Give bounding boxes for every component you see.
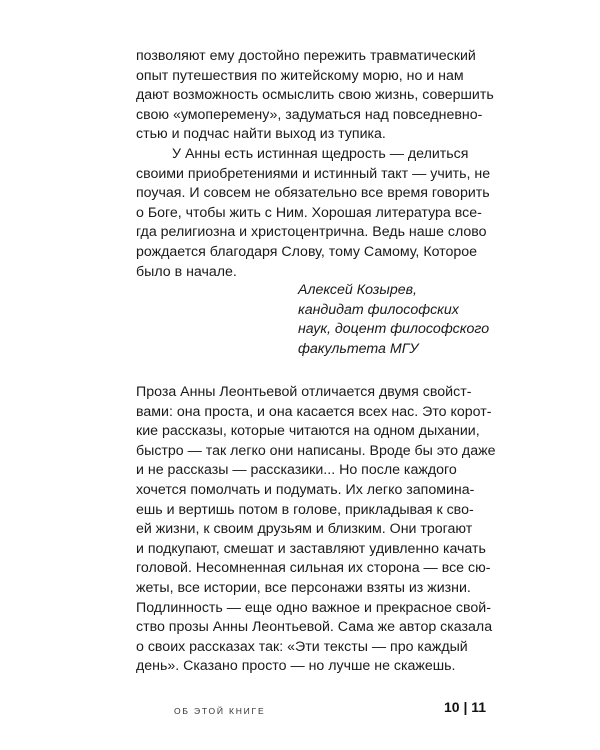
signature-title: кандидат философских — [298, 301, 459, 318]
text-line: о Боге, чтобы жить с Ним. Хорошая литература все- — [136, 204, 482, 221]
text-line: и не рассказы — рассказики... Но после каждого — [136, 462, 457, 479]
review-signature — [298, 281, 498, 359]
signature-title: факультета МГУ — [298, 340, 419, 357]
text-block-second-review — [136, 383, 496, 677]
text-line: позволяют ему достойно пережить травматический — [136, 48, 476, 64]
text-block-closing-review — [136, 47, 494, 282]
text-line: о своих рассказах так: «Эти тексты — про каждый — [136, 638, 468, 655]
text-line: ешь и вертишь потом в голове, прикладывая к сво- — [136, 501, 474, 518]
text-line: ство прозы Анны Леонтьевой. Сама же автор сказала — [136, 619, 493, 636]
text-line: своими приобретениями и истинный такт — учить, не — [136, 165, 491, 182]
signature-title: наук, доцент философского — [298, 321, 490, 338]
text-line: дают возможность осмыслить свою жизнь, совершить — [136, 87, 494, 104]
text-line: Подлинность — еще одно важное и прекрасное свой- — [136, 599, 491, 616]
text-line: стью и подчас найти выход из тупика. — [136, 126, 386, 143]
text-line: ей жизни, к своим друзьям и близким. Они трогают — [136, 521, 473, 538]
text-line: было в начале. — [136, 263, 237, 280]
running-footer-section-title: ОБ ЭТОЙ КНИГЕ — [174, 706, 266, 716]
text-line: жеты, все истории, все персонажи взяты из жизни. — [136, 579, 471, 596]
text-line: свою «умоперемену», задуматься над повседневно- — [136, 106, 483, 123]
text-line: рождается благодаря Слову, тому Самому, Которое — [136, 243, 478, 260]
signature-name: Алексей Козырев, — [298, 282, 417, 298]
text-line-paragraph-start: У Анны есть истинная щедрость — делиться — [172, 145, 469, 162]
text-line: головой. Несомненная сильная их сторона — все сю- — [136, 560, 491, 577]
text-line: быстро — так легко они написаны. Вроде бы это даже — [136, 442, 496, 459]
text-line: день». Сказано просто — но лучше не скажешь. — [136, 658, 456, 675]
text-line: поучая. И совсем не обязательно все время говорить — [136, 185, 490, 202]
text-line: опыт путешествия по житейскому морю, но и нам — [136, 67, 464, 84]
text-line: и подкупают, смешат и заставляют удивленно качать — [136, 540, 486, 557]
text-line: гда религиозна и христоцентрична. Ведь наше слово — [136, 224, 487, 241]
text-line: кие рассказы, которые читаются на одном дыхании, — [136, 423, 480, 440]
text-line: вами: она проста, и она касается всех нас. Это корот- — [136, 403, 492, 420]
page-numbers: 10 | 11 — [444, 699, 487, 715]
text-line: Проза Анны Леонтьевой отличается двумя свойст- — [136, 384, 472, 400]
text-line: хочется помолчать и подумать. Их легко запомина- — [136, 481, 475, 498]
